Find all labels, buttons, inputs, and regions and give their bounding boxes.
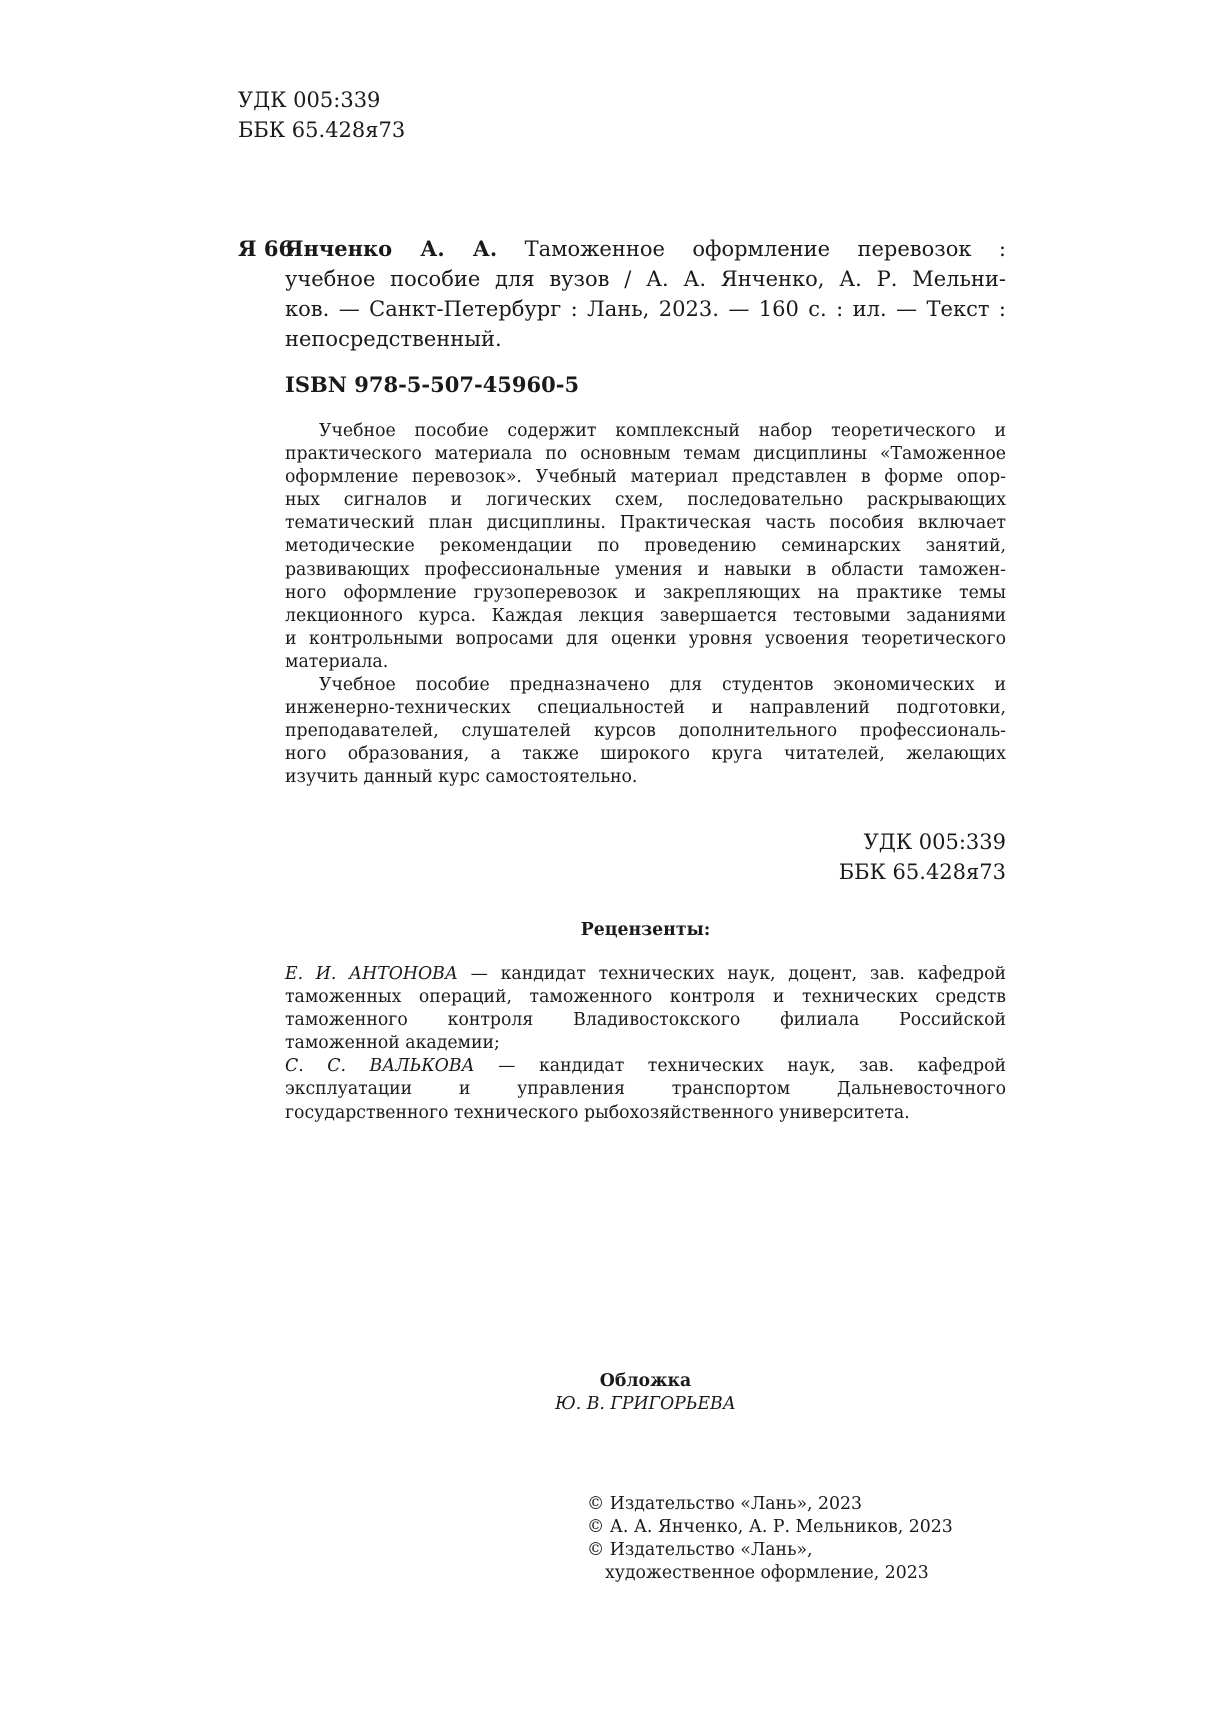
reviewers-list xyxy=(285,963,1006,1125)
copyright-block xyxy=(587,1493,953,1585)
reviewer-line: — кандидат технических наук, зав. кафедрой xyxy=(474,1056,1006,1077)
bbk-code: ББК 65.428я73 xyxy=(238,118,406,142)
copyright-line: © А. А. Янченко, А. Р. Мельников, 2023 xyxy=(587,1517,953,1538)
reviewer-line: таможенного контроля Владивостокского филиала Российской xyxy=(285,1010,1006,1031)
reviewer-line: государственного технического рыбохозяйственного университета. xyxy=(285,1102,910,1123)
annotation-line: оформление перевозок». Учебный материал представлен в форме опор- xyxy=(285,467,1006,488)
annotation xyxy=(285,420,1006,790)
bbk-code: ББК 65.428я73 xyxy=(838,860,1006,884)
annotation-line: Учебное пособие предназначено для студентов экономических и xyxy=(319,675,1006,696)
reviewer-name: С. С. ВАЛЬКОВА xyxy=(285,1056,475,1077)
copyright-line: © Издательство «Лань», 2023 xyxy=(587,1494,863,1514)
catalog-line: Таможенное оформление перевозок : xyxy=(524,237,1006,261)
catalog-code: Я 66 xyxy=(238,236,294,261)
annotation-line: инженерно-технических специальностей и направлений подготовки, xyxy=(285,698,1006,719)
annotation-line: изучить данный курс самостоятельно. xyxy=(285,767,638,788)
udk-code: УДК 005:339 xyxy=(238,88,381,112)
cover-heading: Обложка xyxy=(599,1371,692,1391)
isbn: ISBN 978-5-507-45960-5 xyxy=(285,372,580,397)
catalog-entry xyxy=(285,234,1006,354)
catalog-line: непосредственный. xyxy=(285,327,502,351)
reviewer-line: таможенной академии; xyxy=(285,1033,500,1054)
annotation-line: ного оформление грузоперевозок и закрепляющих на практике темы xyxy=(285,582,1006,603)
annotation-line: ного образования, а также широкого круга читателей, желающих xyxy=(285,744,1006,765)
annotation-line: ных сигналов и логических схем, последовательно раскрывающих xyxy=(285,490,1006,511)
cover-credit xyxy=(285,1370,1006,1416)
cover-designer: Ю. В. ГРИГОРЬЕВА xyxy=(555,1394,736,1415)
annotation-line: и контрольными вопросами для оценки уровня усвоения теоретического xyxy=(285,628,1006,649)
annotation-line: развивающих профессиональные умения и навыки в области таможен- xyxy=(285,559,1006,580)
annotation-line: тематический план дисциплины. Практическая часть пособия включает xyxy=(285,513,1006,534)
copyright-line: © Издательство «Лань», xyxy=(587,1540,813,1561)
classification-top xyxy=(238,85,405,145)
reviewer-line: таможенных операций, таможенного контроля и технических средств xyxy=(285,987,1006,1008)
annotation-line: материала. xyxy=(285,651,389,672)
copyright-line: художественное оформление, 2023 xyxy=(605,1563,929,1584)
udk-code: УДК 005:339 xyxy=(863,830,1006,854)
classification-bottom xyxy=(700,827,1006,887)
reviewer-line: — кандидат технических наук, доцент, зав. кафедрой xyxy=(457,964,1006,984)
annotation-line: лекционного курса. Каждая лекция завершается тестовыми заданиями xyxy=(285,605,1006,626)
catalog-line: ков. — Санкт-Петербург : Лань, 2023. — 160 с. : ил. — Текст : xyxy=(285,297,1006,321)
catalog-line: учебное пособие для вузов / А. А. Янченко, А. Р. Мельни- xyxy=(285,267,1006,291)
reviewer-name: Е. И. АНТОНОВА xyxy=(285,964,458,984)
annotation-line: методические рекомендации по проведению семинарских занятий, xyxy=(285,536,1006,557)
reviewer-line: эксплуатации и управления транспортом Дальневосточного xyxy=(285,1079,1006,1100)
annotation-line: преподавателей, слушателей курсов дополнительного профессиональ- xyxy=(285,721,1006,742)
annotation-line: практического материала по основным темам дисциплины «Таможенное xyxy=(285,444,1006,465)
annotation-line: Учебное пособие содержит комплексный набор теоретического и xyxy=(319,421,1006,441)
catalog-author: Янченко А. А. xyxy=(285,236,498,261)
reviewers-heading: Рецензенты: xyxy=(580,920,711,940)
